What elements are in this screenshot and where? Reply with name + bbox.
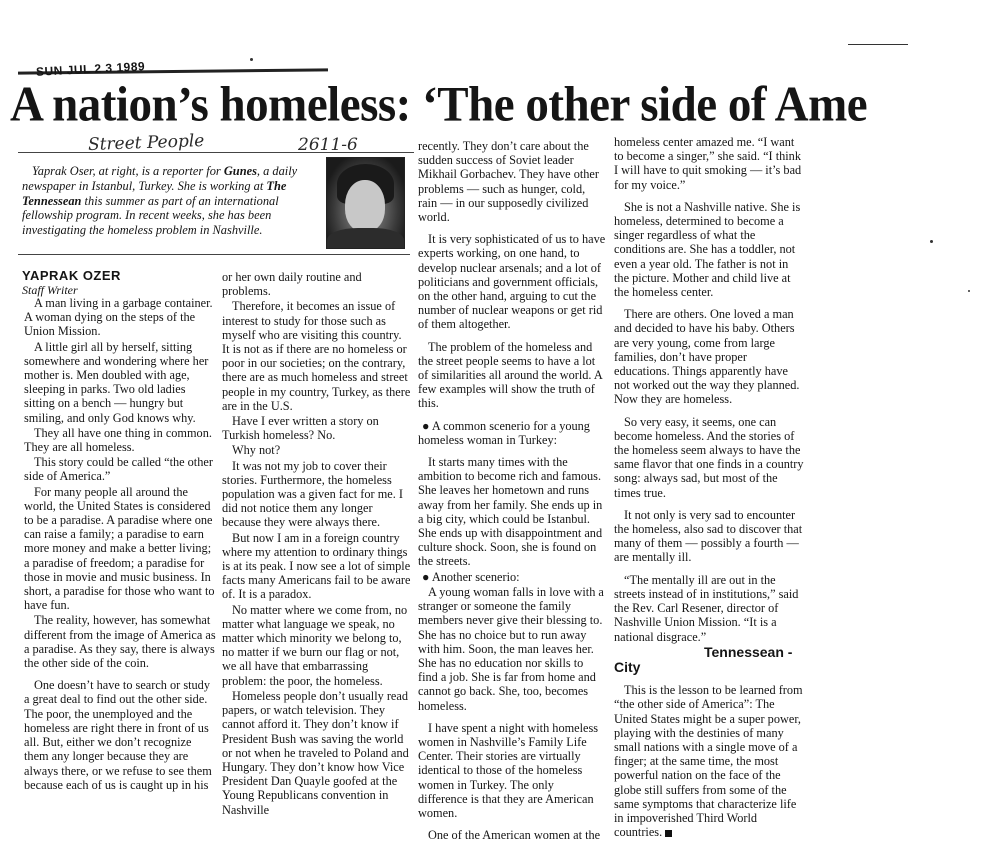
bullet-heading: ● A common scenerio for a young homeless woman in Turkey: <box>418 418 590 447</box>
section-rule <box>18 254 410 255</box>
paragraph: So very easy, it seems, one can become homeless. And the stories of the homeless seem always to have the same flavor that one finds in a country song: always sad, but most of the times true. <box>614 414 804 500</box>
handwritten-code: 2611-6 <box>298 135 358 155</box>
paragraph: The reality, however, has somewhat different from the image of America as a paradise. As they say, there is always the other side of the coin. <box>24 613 216 671</box>
paragraph <box>614 683 804 839</box>
paragraph: Therefore, it becomes an issue of interest to study for those such as myself who are visiting this country. It is not as if there are no homeless or poor in our societies; on the contrary, there are as much homeless and street people in my country, Turkey, as there are in the U.S. <box>222 299 411 413</box>
paragraph: Why not? <box>232 443 281 458</box>
paragraph: or her own daily routine and problems. <box>222 270 362 299</box>
date-stamp: SUN JUL 2 3 1989 <box>35 59 146 79</box>
editor-note-text: Yaprak Oser, at right, is a reporter for <box>32 164 224 178</box>
article-column-2 <box>222 270 412 817</box>
paragraph-text: This is the lesson to be learned from “the other side of America”: The United States might be a super power, playing with the destinies of many small nations with a single move of a finger; at the same time, the most powerful nation on the face of the globe still suffers from some of the same symptoms that characterize life in impoverished Third World countries. <box>614 683 803 840</box>
paragraph: A man living in a garbage container. A woman dying on the steps of the Union Mission. <box>24 296 213 339</box>
print-speck <box>968 290 970 292</box>
editor-note-host: The Tennessean <box>22 178 287 208</box>
article-column-4 <box>614 135 804 839</box>
paragraph: Homeless people don’t usually read papers, or watch television. They cannot afford it. They don’t know if President Bush was saving the world or not when he traveled to Poland and Hungary. They don’t know how Vice President Dan Quayle goofed at the Young Republicans convention in Nashville <box>222 688 409 817</box>
reporter-photo <box>326 157 405 249</box>
editor-note <box>22 164 322 238</box>
end-mark-icon <box>665 830 672 837</box>
editor-note-text: , a daily newspaper in Istanbul, Turkey. She is working at <box>22 164 298 193</box>
paragraph: She is not a Nashville native. She is homeless, determined to become a singer regardless of what the conditions are. She has a toddler, not even a year old. The father is not in the picture. Mother and child live at the homeless center. <box>614 199 801 300</box>
paragraph: A little girl all by herself, sitting somewhere and wondering where her mother is. Men doubled with age, sleeping in parks. Two old ladies sitting on a bench — hungry but smiling, and only God knows why. <box>24 339 209 425</box>
editor-note-paper: Gunes <box>223 164 257 178</box>
paragraph: No matter where we come from, no matter what language we speak, no matter which minority we belong to, no matter if we burn our flag or not, we all have that embarrassing problem: the poor, the homeless. <box>222 602 408 688</box>
paragraph: recently. They don’t care about the sudden success of Soviet leader Mikhail Gorbachev. They have other problems — such as hunger, cold, rain — in our supposedly civilized world. <box>418 139 599 225</box>
paragraph: A young woman falls in love with a stranger or someone the family members never give their blessing to. She has no choice but to run away with him. Soon, the man leaves her. She has no education nor skills to find a job. She is far from home and cannot go back. She, too, becomes homeless. <box>418 584 604 713</box>
photo-shoulders <box>327 228 404 249</box>
photo-face <box>345 180 385 232</box>
paragraph: For many people all around the world, the United States is considered to be a paradise. A paradise where one can raise a family; a paradise to earn more money and make a better living; a paradise of freedom; a paradise for those in movie and music business. In short, a paradise for those who want to have fun. <box>24 484 215 613</box>
paragraph: “The mentally ill are out in the streets instead of in institutions,” said the Rev. Carl Resener, director of Nashville Union Mission. “It is a national disgrace.” <box>614 572 799 644</box>
print-speck <box>250 58 253 61</box>
paragraph: I have spent a night with homeless women in Nashville’s Family Life Center. Their stories are virtually identical to those of the homeless women in Turkey. The only difference is that they are American women. <box>418 720 599 820</box>
paragraph: One of the American women at the <box>428 828 601 842</box>
paragraph: It was not my job to cover their stories. Furthermore, the homeless population was a given fact for me. I did not notice them any longer because they were always there. <box>222 458 403 530</box>
paragraph: The problem of the homeless and the street people seems to have a lot of similarities all around the world. A few examples will show the truth of this. <box>418 339 603 411</box>
paragraph: It is very sophisticated of us to have experts working, on one hand, to develop nuclear arsenals; and a lot of politicians and government officials, on the other hand, arguing to cut the number of nuclear weapons or get rid of them altogether. <box>418 232 606 332</box>
byline-role: Staff Writer <box>22 283 78 297</box>
article-column-3 <box>418 139 606 842</box>
handwritten-topic: Street People <box>87 130 205 156</box>
article-column-1 <box>24 296 216 792</box>
paragraph: Have I ever written a story on Turkish homeless? No. <box>222 414 379 443</box>
masthead-stamp-line <box>614 645 804 675</box>
paragraph: It not only is very sad to encounter the homeless, also sad to discover that many of them — possibly a fourth — are mentally ill. <box>614 507 803 565</box>
paragraph: This story could be called “the other side of America.” <box>24 455 213 484</box>
section-rule <box>18 152 414 153</box>
bullet-heading: ● Another scenerio: <box>422 569 520 584</box>
paragraph: It starts many times with the ambition to become rich and famous. She leaves her hometown and runs away from her family. She ends up in a big city, which could be Istanbul. She ends up with disappointment and culture shock. Soon, she is found on the streets. <box>418 455 603 569</box>
print-speck <box>930 240 933 243</box>
paragraph: homeless center amazed me. “I want to become a singer,” she said. “I think I will have to quit smoking — it’s bad for my voice.” <box>614 135 802 192</box>
paragraph: One doesn’t have to search or study a great deal to find out the other side. The poor, the unemployed and the homeless are right there in front of us all. But, either we don’t recognize them any longer because they are always there, or we refuse to see them because each of us is caught up in his <box>24 678 212 792</box>
paragraph: There are others. One loved a man and decided to have his baby. Others are very young, come from large families, don’t have proper educations. Things apparently have not worked out the way they planned. Now they are homeless. <box>614 307 800 407</box>
byline-name: YAPRAK OZER <box>22 268 121 283</box>
paragraph: But now I am in a foreign country where my attention to ordinary things is at its peak. I now see a lot of simple facts many Americans fail to be aware of. It is a paradox. <box>222 530 411 602</box>
tennessean-stamp: Tennessean - City <box>614 643 793 675</box>
headline: A nation’s homeless: ‘The other side of Ame <box>10 77 868 133</box>
print-speck <box>848 44 908 45</box>
paragraph: They all have one thing in common. They are all homeless. <box>24 425 212 455</box>
editor-note-text: this summer as part of an international fellowship program. In recent weeks, she has been investigating the homeless problem in Nashville. <box>22 193 279 238</box>
